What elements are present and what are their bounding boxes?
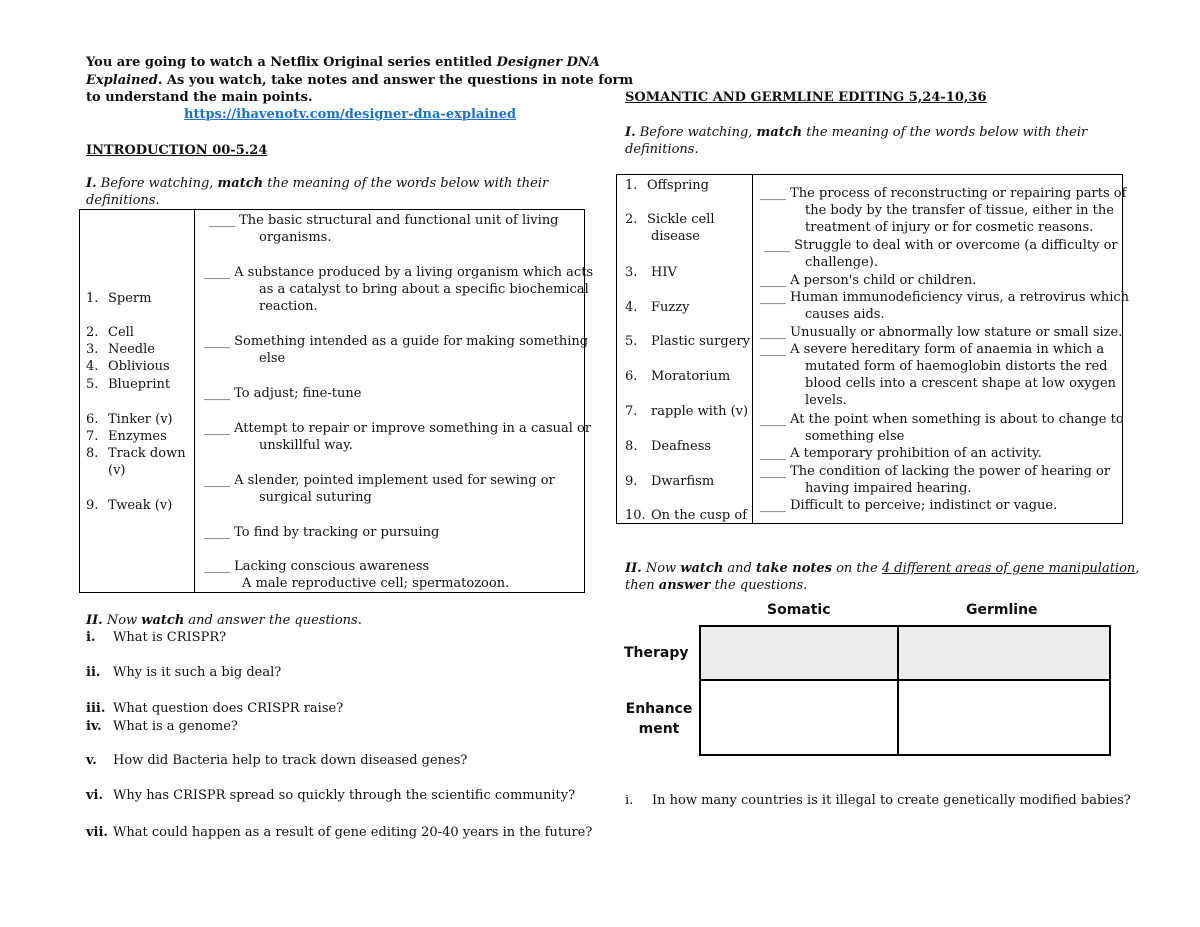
list-item: ____ A person's child or children. — [760, 273, 977, 288]
grid-row-enhancement: Enhance ment — [625, 701, 693, 737]
section2-matching-table — [616, 174, 1130, 524]
list-item: 7. Enzymes — [86, 429, 167, 444]
list-item: vi. Why has CRISPR spread so quickly through the scientific community? — [86, 788, 576, 803]
list-item: ____ Human immunodeficiency virus, a retrovirus which causes aids. — [760, 290, 1130, 322]
list-item: 4. Fuzzy — [625, 300, 690, 315]
list-item: ____ To adjust; fine-tune — [204, 386, 362, 401]
section2-heading: SOMANTIC AND GERMLINE EDITING 5,24-10,36 — [625, 90, 987, 105]
list-item: 3. HIV — [625, 265, 677, 280]
list-item: ____ At the point when something is about to change to something else — [760, 412, 1124, 444]
list-item: ____ Difficult to perceive; indistinct or vague. — [760, 498, 1058, 513]
list-item: ____ A temporary prohibition of an activity. — [760, 446, 1042, 461]
list-item: i. In how many countries is it illegal to create genetically modified babies? — [625, 793, 1131, 808]
list-item: vii. What could happen as a result of gene editing 20-40 years in the future? — [86, 825, 593, 840]
list-item: 10. On the cusp of — [625, 508, 748, 523]
list-item: 9. Tweak (v) — [86, 498, 173, 513]
list-item: ____ A severe hereditary form of anaemia in which a mutated form of haemoglobin distorts the red blood cells into a crescent shape at low oxygen levels. — [760, 342, 1117, 408]
grid-row-therapy: Therapy — [624, 645, 689, 661]
list-item: 7. rapple with (v) — [625, 404, 749, 419]
list-item: ____ A slender, pointed implement used for sewing or surgical suturing — [204, 473, 555, 505]
list-item: ii. Why is it such a big deal? — [86, 665, 282, 680]
list-item: 2. Cell — [86, 325, 134, 340]
list-item: ____ To find by tracking or pursuing — [204, 525, 440, 540]
grid-col-somatic: Somatic — [767, 602, 831, 618]
cell-somatic-therapy[interactable] — [701, 627, 897, 679]
intro-line-1: You are going to watch a Netflix Original series entitled Designer DNA — [86, 55, 600, 70]
list-item: i. What is CRISPR? — [86, 630, 227, 645]
list-item: iv. What is a genome? — [86, 719, 238, 734]
list-item: ____ The basic structural and functional unit of living organisms. — [209, 213, 559, 245]
list-item: 5. Blueprint — [86, 377, 171, 392]
list-item: ____ Lacking conscious awareness A male reproductive cell; spermatozoon. — [204, 559, 510, 591]
intro-line-3: to understand the main points. — [86, 90, 313, 105]
list-item: ____ The process of reconstructing or repairing parts of the body by the transfer of tissue, either in the treatment of injury or for cosmetic reasons. — [760, 186, 1127, 235]
grid-col-germline: Germline — [966, 602, 1038, 618]
list-item: ____ Attempt to repair or improve something in a casual or unskillful way. — [204, 421, 592, 453]
list-item: v. How did Bacteria help to track down diseased genes? — [86, 753, 468, 768]
list-item: 2. Sickle cell disease — [625, 212, 715, 244]
list-item: ____ Unusually or abnormally low stature or small size. — [760, 325, 1123, 340]
list-item: iii. What question does CRISPR raise? — [86, 701, 344, 716]
list-item: ____ The condition of lacking the power of hearing or having impaired hearing. — [760, 464, 1111, 496]
list-item: 6. Tinker (v) — [86, 412, 173, 427]
list-item: 5. Plastic surgery — [625, 334, 750, 349]
list-item: 4. Oblivious — [86, 359, 170, 374]
list-item: 1. Sperm — [86, 291, 152, 306]
list-item: 8. Deafness — [625, 439, 712, 454]
cell-germline-therapy[interactable] — [899, 627, 1109, 679]
list-item: (v) — [108, 463, 126, 478]
list-item: ____ Something intended as a guide for making something else — [204, 334, 589, 366]
intro-line-2: Explained. As you watch, take notes and answer the questions in note form — [86, 73, 634, 88]
section1-questions-instructions: II. Now watch and answer the questions. — [86, 613, 362, 628]
cell-somatic-enhancement[interactable] — [701, 681, 897, 754]
list-item: 1. Offspring — [625, 178, 709, 193]
list-item: 8. Track down — [86, 446, 186, 461]
list-item: ____ Struggle to deal with or overcome (a difficulty or challenge). — [764, 238, 1118, 270]
list-item: 9. Dwarfism — [625, 474, 715, 489]
series-link[interactable]: https://ihavenotv.com/designer-dna-explained — [184, 107, 517, 122]
list-item: 6. Moratorium — [625, 369, 731, 384]
section1-heading: INTRODUCTION 00-5.24 — [86, 143, 268, 158]
list-item: 3. Needle — [86, 342, 155, 357]
cell-germline-enhancement[interactable] — [899, 681, 1109, 754]
grid-box — [699, 625, 1111, 756]
section1-matching-table — [79, 209, 594, 593]
list-item: ____ A substance produced by a living organism which acts as a catalyst to bring about a specific biochemical reaction. — [204, 265, 594, 314]
